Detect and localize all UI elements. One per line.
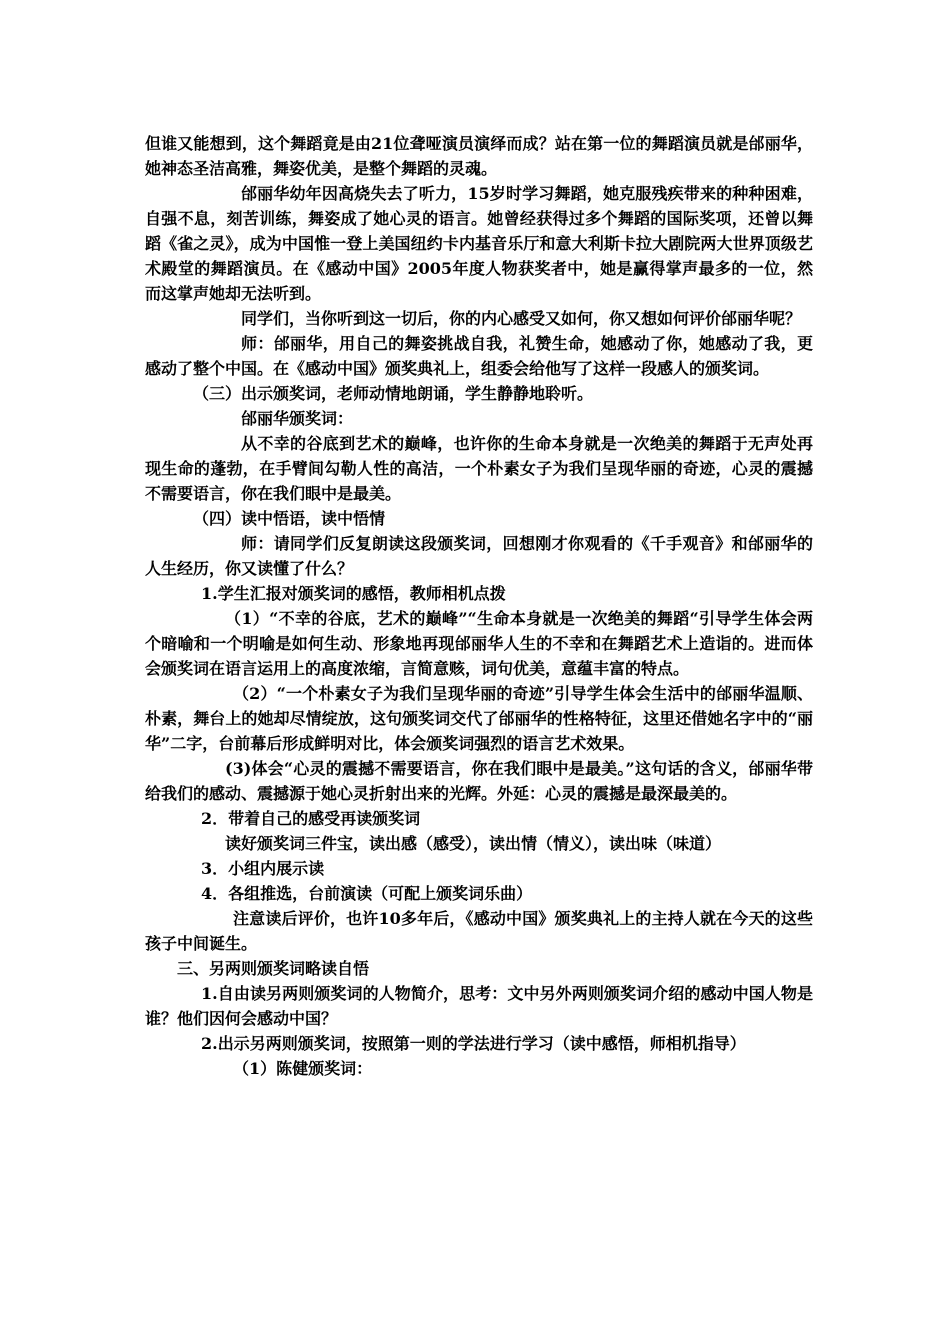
list-item-4-detail: 注意读后评价，也许10多年后，《感动中国》颁奖典礼上的主持人就在今天的这些孩子中间诞生。 — [145, 909, 813, 953]
list-item-4: 4．各组推选，台前演读（可配上颁奖词乐曲） — [201, 884, 533, 903]
paragraph-2: 邰丽华幼年因高烧失去了听力，15岁时学习舞蹈，她克服残疾带来的种种困难，自强不息，刻苦训练，舞姿成了她心灵的语言。她曾经获得过多个舞蹈的国际奖项，还曾以舞蹈《雀之灵》，成为中国惟一登上美国纽约卡内基音乐厅和意大利斯卡拉大剧院两大世界顶级艺术殿堂的舞蹈演员。在《感动中国》2005年度人物获奖者中，她是赢得掌声最多的一位，然而这掌声她却无法听到。 — [145, 184, 813, 303]
list-item-1: 1.学生汇报对颁奖词的感悟，教师相机点拨 — [201, 584, 506, 603]
paragraph-teacher-question: 师：请同学们反复朗读这段颁奖词，回想刚才你观看的《千手观音》和邰丽华的人生经历，你又读懂了什么？ — [145, 534, 813, 578]
sub-item-2: （2）“一个朴素女子为我们呈现华丽的奇迹”引导学生体会生活中的邰丽华温顺、朴素，舞台上的她却尽情绽放，这句颁奖词交代了邰丽华的性格特征，这里还借她名字中的“丽华”二字，台前幕后形成鲜明对比，体会颁奖词强烈的语言艺术效果。 — [145, 684, 813, 753]
award-speech-text: 从不幸的谷底到艺术的巅峰，也许你的生命本身就是一次绝美的舞蹈于无声处再现生命的蓬勃，在手臂间勾勒人性的高洁，一个朴素女子为我们呈现华丽的奇迹，心灵的震撼不需要语言，你在我们眼中是最美。 — [145, 434, 813, 503]
document-body — [145, 131, 813, 1081]
section-heading-part-3: 三、另两则颁奖词略读自悟 — [177, 959, 370, 978]
section-heading-3: （三）出示颁奖词，老师动情地朗诵，学生静静地聆听。 — [193, 384, 594, 403]
part-3-sub-item-1: （1）陈健颁奖词： — [233, 1059, 373, 1078]
part-3-item-1: 1.自由读另两则颁奖词的人物简介，思考：文中另外两则颁奖词介绍的感动中国人物是谁？他们因何会感动中国？ — [145, 984, 813, 1028]
list-item-3: 3．小组内展示读 — [201, 859, 325, 878]
paragraph-3: 同学们，当你听到这一切后，你的内心感受又如何，你又想如何评价邰丽华呢？ — [241, 309, 802, 328]
paragraph-1: 但谁又能想到，这个舞蹈竟是由21位聋哑演员演绎而成？站在第一位的舞蹈演员就是邰丽华，她神态圣洁高雅，舞姿优美，是整个舞蹈的灵魂。 — [145, 134, 813, 178]
list-item-2: 2．带着自己的感受再读颁奖词 — [201, 809, 421, 828]
award-speech-title: 邰丽华颁奖词： — [241, 409, 354, 428]
sub-item-3: (3)体会“心灵的震撼不需要语言，你在我们眼中是最美。”这句话的含义，邰丽华带给我们的感动、震撼源于她心灵折射出来的光辉。外延：心灵的震撼是最深最美的。 — [145, 759, 813, 803]
paragraph-4: 师：邰丽华，用自己的舞姿挑战自我，礼赞生命，她感动了你，她感动了我，更感动了整个中国。在《感动中国》颁奖典礼上，组委会给他写了这样一段感人的颁奖词。 — [145, 334, 813, 378]
sub-item-1: （1）“不幸的谷底，艺术的巅峰”“生命本身就是一次绝美的舞蹈“引导学生体会两个暗喻和一个明喻是如何生动、形象地再现邰丽华人生的不幸和在舞蹈艺术上造诣的。进而体会颁奖词在语言运用上的高度浓缩，言简意赅，词句优美，意蕴丰富的特点。 — [145, 609, 813, 678]
section-heading-4: （四）读中悟语，读中悟情 — [193, 509, 386, 528]
part-3-item-2: 2.出示另两则颁奖词，按照第一则的学法进行学习（读中感悟，师相机指导） — [201, 1034, 746, 1053]
list-item-2-detail: 读好颁奖词三件宝，读出感（感受），读出情（情义），读出味（味道） — [225, 834, 722, 853]
